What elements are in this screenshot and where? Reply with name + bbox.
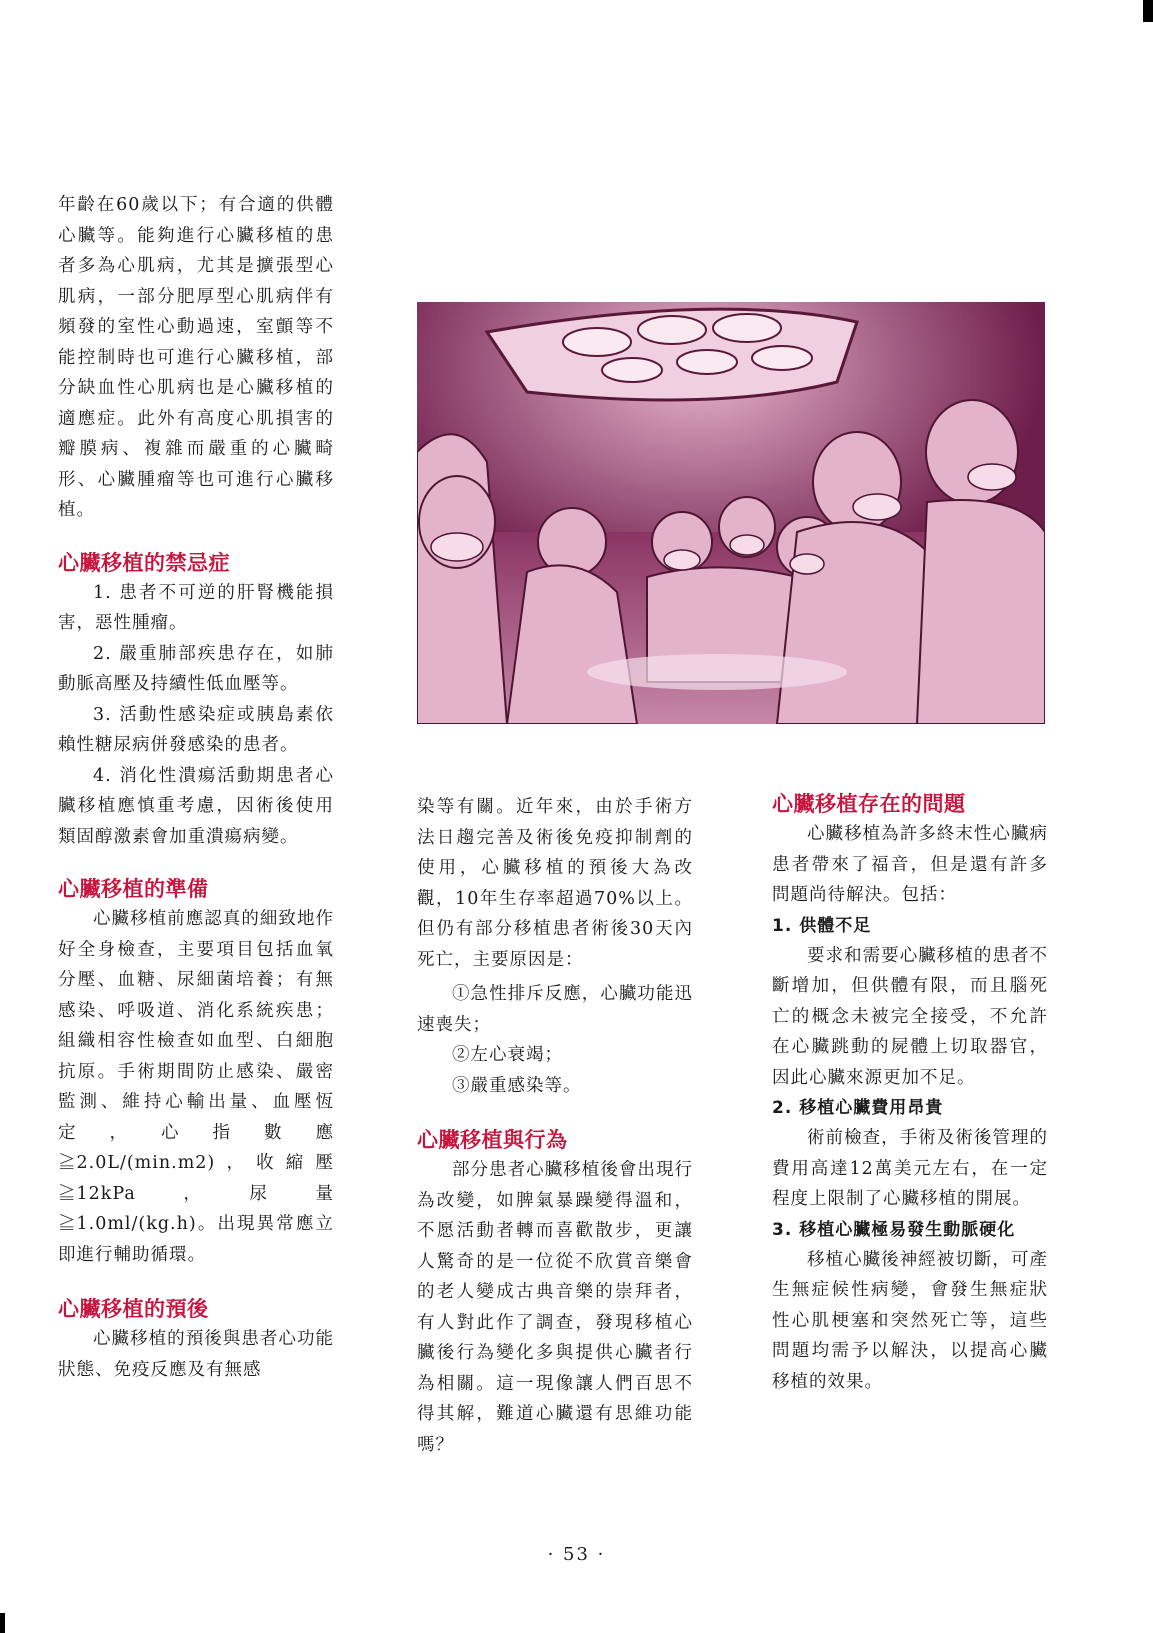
section-heading-problems: 心臟移植存在的問題 (772, 792, 966, 816)
list-item: 2. 嚴重肺部疾患存在，如肺動脈高壓及持續性低血壓等。 (58, 643, 334, 694)
body-paragraph: 心臟移植前應認真的細致地作好全身檢查，主要項目包括血氧分壓、血糖、尿細菌培養；有無感染、呼吸道、消化系統疾患；組織相容性檢查如血型、白細胞抗原。手術期間防止感染、嚴密監測、維持心輸出量、血壓恆定，心指數應≧2.0L/(min.m2)，收縮壓≧12kPa，尿量≧1.0ml/(kg.h)。出現異常應立即進行輔助循環。 (58, 909, 334, 1265)
section-heading-prognosis: 心臟移植的預後 (58, 1297, 209, 1321)
subheading: 2. 移植心臟費用昂貴 (772, 1098, 944, 1118)
scan-edge-mark (0, 1613, 5, 1633)
list-item: 1. 患者不可逆的肝腎機能損害，惡性腫瘤。 (58, 582, 334, 633)
page-number: · 53 · (547, 1544, 606, 1565)
section-heading-preparation: 心臟移植的準備 (58, 877, 209, 901)
list-item: ②左心衰竭； (452, 1045, 563, 1065)
subheading: 3. 移植心臟極易發生動脈硬化 (772, 1219, 1016, 1240)
section-heading-behavior: 心臟移植與行為 (417, 1128, 568, 1152)
body-paragraph: 染等有關。近年來，由於手術方法日趨完善及術後免疫抑制劑的使用，心臟移植的預後大為改觀，10年生存率超過70%以上。但仍有部分移植患者術後30天內死亡，主要原因是： (417, 797, 693, 970)
section-heading-contraindications: 心臟移植的禁忌症 (58, 550, 230, 575)
surgery-photo-illustration (417, 302, 1045, 724)
body-paragraph: 移植心臟後神經被切斷，可產生無症候性病變，會發生無症狀性心肌梗塞和突然死亡等，這些問題均需予以解決，以提高心臟移植的效果。 (772, 1249, 1048, 1392)
list-item: ①急性排斥反應，心臟功能迅速喪失； (417, 984, 693, 1035)
operating-field (587, 654, 847, 690)
operating-lamp (487, 309, 857, 400)
body-paragraph: 部分患者心臟移植後會出現行為改變，如脾氣暴躁變得溫和，不愿活動者轉而喜歡散步，更讓人驚奇的是一位從不欣賞音樂會的老人變成古典音樂的崇拜者，有人對此作了調查，發現移植心臟後行為變化多與提供心臟者行為相關。這一現像讓人們百思不得其解，難道心臟還有思維功能嗎？ (417, 1160, 693, 1455)
column-middle (417, 792, 693, 1460)
column-left (58, 190, 334, 1385)
intro-paragraph: 年齡在60歲以下；有合適的供體心臟等。能夠進行心臟移植的患者多為心肌病，尤其是擴張型心肌病，一部分肥厚型心肌病伴有頻發的室性心動過速，室顫等不能控制時也可進行心臟移植，部分缺血性心肌病也是心臟移植的適應症。此外有高度心肌損害的瓣膜病、複雜而嚴重的心臟畸形、心臟腫瘤等也可進行心臟移植。 (58, 195, 334, 520)
body-paragraph: 術前檢查，手術及術後管理的費用高達12萬美元左右，在一定程度上限制了心臟移植的開展。 (772, 1128, 1048, 1209)
body-paragraph: 心臟移植為許多終末性心臟病患者帶來了福音，但是還有許多問題尚待解決。包括： (772, 824, 1048, 905)
subheading: 1. 供體不足 (772, 915, 872, 936)
scan-edge-mark (1143, 0, 1153, 22)
surgery-team-photo (417, 302, 1045, 724)
list-item: 3. 活動性感染症或胰島素依賴性糖尿病併發感染的患者。 (58, 704, 334, 755)
list-item: 4. 消化性潰瘍活動期患者心臟移植應慎重考慮，因術後使用類固醇激素會加重潰瘍病變。 (58, 765, 334, 847)
body-paragraph: 心臟移植的預後與患者心功能狀態、免疫反應及有無感 (58, 1329, 334, 1380)
body-paragraph: 要求和需要心臟移植的患者不斷增加，但供體有限，而且腦死亡的概念未被完全接受，不允許在心臟跳動的屍體上切取器官，因此心臟來源更加不足。 (772, 945, 1048, 1088)
column-right (772, 789, 1048, 1397)
list-item: ③嚴重感染等。 (452, 1075, 582, 1096)
